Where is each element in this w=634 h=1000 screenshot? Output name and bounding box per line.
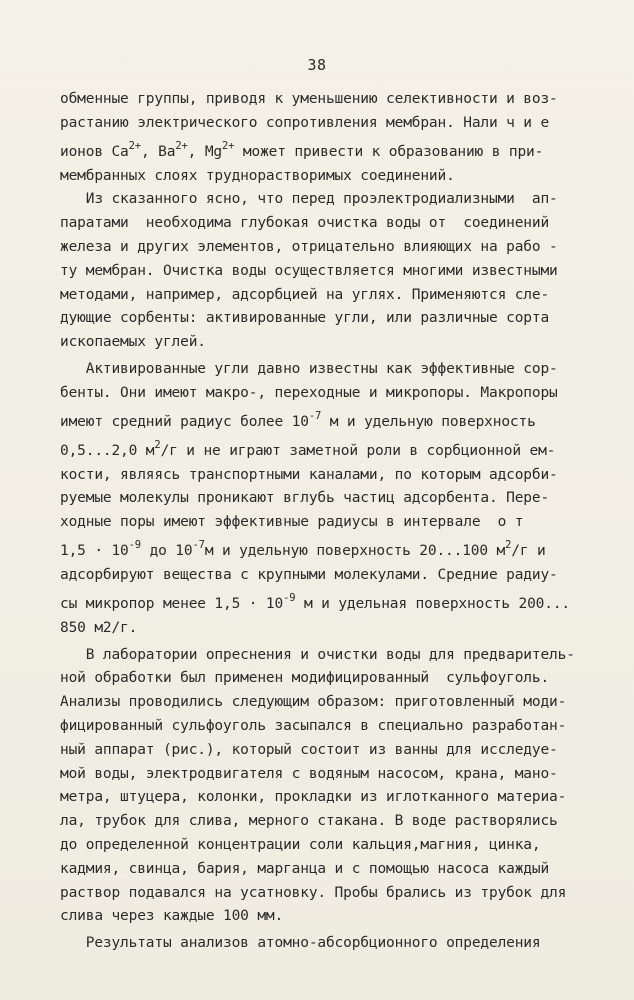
text-segment: Из сказанного ясно, что перед проэлектродиализными ап- xyxy=(60,191,558,208)
superscript: -7 xyxy=(192,539,205,552)
text-segment: В лаборатории опреснения и очистки воды для предваритель- xyxy=(60,646,575,663)
text-segment: ископаемых углей. xyxy=(60,334,206,351)
text-segment: ионов Ca xyxy=(60,143,129,160)
text-line xyxy=(60,932,620,956)
text-line xyxy=(60,691,620,715)
text-line xyxy=(60,786,620,810)
text-segment: руемые молекулы проникают вглубь частиц адсорбента. Пере- xyxy=(60,490,550,507)
superscript: -9 xyxy=(128,539,141,552)
text-segment: имеют средний радиус более 10 xyxy=(60,413,309,430)
text-segment: дующие сорбенты: активированные угли, или различные сорта xyxy=(60,310,550,327)
text-segment: , Mg xyxy=(187,143,222,160)
text-segment: ту мембран. Очистка воды осуществляется многими известными xyxy=(60,262,558,279)
text-segment: 1,5 · 10 xyxy=(60,542,129,559)
superscript: 2+ xyxy=(128,139,141,152)
text-line xyxy=(60,617,620,641)
text-segment: м и удельную поверхность 20...100 м xyxy=(204,542,506,559)
text-segment: Анализы проводились следующим образом: приготовленный моди- xyxy=(60,694,567,711)
text-line xyxy=(60,588,620,617)
text-segment: ной обработки был применен модифицированный сульфоуголь. xyxy=(60,670,550,687)
text-segment: до определенной концентрации соли кальция,магния, цинка, xyxy=(60,836,541,853)
text-line xyxy=(60,834,620,858)
superscript: 2 xyxy=(505,539,512,552)
text-line xyxy=(60,382,620,406)
text-line xyxy=(60,112,620,136)
text-segment: /г и xyxy=(511,542,546,559)
text-segment: метра, штуцера, колонки, прокладки из иглотканного материа- xyxy=(60,789,567,806)
text-segment: может привести к образованию в при- xyxy=(234,143,544,160)
text-line xyxy=(60,882,620,906)
superscript: 2+ xyxy=(221,139,235,152)
text-segment: /г и не играют заметной роли в сорбционной ем- xyxy=(160,442,556,459)
text-segment: м и удельная поверхность 200... xyxy=(295,595,570,612)
text-segment: Результаты анализов атомно-абсорбционного определения xyxy=(60,935,541,952)
text-line xyxy=(60,763,620,787)
text-line xyxy=(60,406,620,435)
text-segment: раствор подавался на усатновку. Пробы брались из трубок для xyxy=(60,884,567,901)
text-segment: ный аппарат (рис.), который состоит из ванны для исследуе- xyxy=(60,741,558,758)
text-line xyxy=(60,284,620,308)
text-line xyxy=(60,165,620,189)
text-segment: фицированный сульфоуголь засыпался в специально разработан- xyxy=(60,717,567,734)
text-segment: Активированные угли давно известны как эффективные сор- xyxy=(60,360,558,377)
superscript: -7 xyxy=(308,409,322,422)
page-number: 38 xyxy=(307,56,327,74)
text-line xyxy=(60,535,620,564)
text-line xyxy=(60,905,620,929)
text-segment: бенты. Они имеют макро-, переходные и микропоры. Макропоры xyxy=(60,384,558,401)
text-segment: м и удельную поверхность xyxy=(321,413,536,430)
text-line xyxy=(60,739,620,763)
text-segment: растанию электрического сопротивления мембран. Нали ч и е xyxy=(60,114,550,131)
text-segment: слива через каждые 100 мм. xyxy=(60,908,284,925)
text-line xyxy=(60,88,620,112)
text-segment: мой воды, электродвигателя с водяным насосом, крана, мано- xyxy=(60,765,558,782)
text-segment: мембранных слоях труднорастворимых соединений. xyxy=(60,167,455,184)
text-segment: обменные группы, приводя к уменьшению селективности и воз- xyxy=(60,91,558,107)
text-line xyxy=(60,564,620,588)
text-line xyxy=(60,188,620,212)
text-line xyxy=(60,260,620,284)
text-line xyxy=(60,667,620,691)
text-segment: ла, трубок для слива, мерного стакана. В воде растворялись xyxy=(60,813,558,830)
text-segment: 0,5...2,0 м xyxy=(60,442,155,459)
superscript: 2 xyxy=(154,438,161,451)
text-segment: железа и других элементов, отрицательно влияющих на рабо - xyxy=(60,238,558,255)
text-segment: до 10 xyxy=(140,542,193,559)
superscript: -9 xyxy=(283,591,296,604)
text-segment: , Ba xyxy=(140,143,176,160)
text-segment: 850 м2/г. xyxy=(60,619,138,636)
text-line xyxy=(60,236,620,260)
text-line xyxy=(60,644,620,668)
text-line xyxy=(60,435,620,464)
text-line xyxy=(60,858,620,882)
text-line xyxy=(60,136,620,165)
text-line xyxy=(60,715,620,739)
text-segment: адсорбируют вещества с крупными молекулами. Средние радиу- xyxy=(60,566,558,583)
text-segment: методами, например, адсорбцией на углях. Применяются сле- xyxy=(60,286,550,303)
body-text xyxy=(60,88,620,956)
text-line xyxy=(60,307,620,331)
text-line xyxy=(60,358,620,382)
text-line xyxy=(60,511,620,535)
text-segment: кадмия, свинца, бария, марганца и с помощью насоса каждый xyxy=(60,860,550,877)
text-line xyxy=(60,487,620,511)
text-line xyxy=(60,464,620,488)
text-segment: паратами необходима глубокая очистка воды от соединений xyxy=(60,215,550,232)
text-segment: ходные поры имеют эффективные радиусы в интервале о т xyxy=(60,514,524,531)
text-line xyxy=(60,331,620,355)
text-line xyxy=(60,810,620,834)
text-line xyxy=(60,212,620,236)
superscript: 2+ xyxy=(175,139,188,152)
text-segment: сы микропор менее 1,5 · 10 xyxy=(60,595,284,612)
text-segment: кости, являясь транспортными каналами, по которым адсорби- xyxy=(60,466,558,483)
